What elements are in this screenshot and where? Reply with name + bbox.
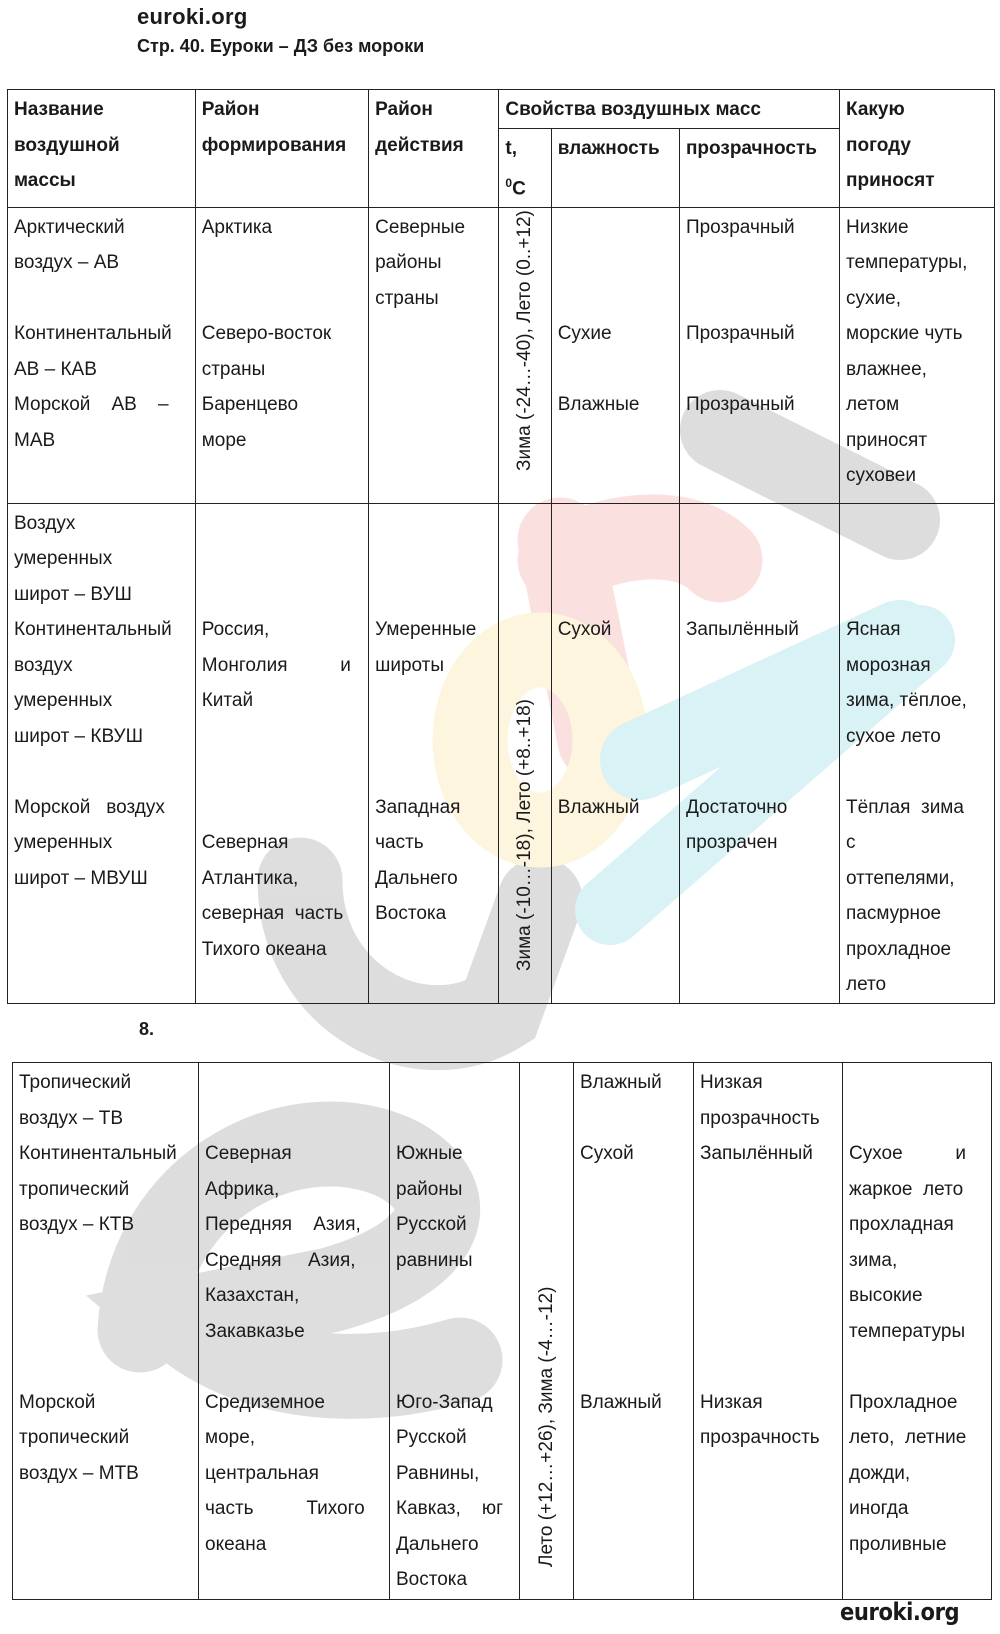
cell-line: прозрачность — [700, 1427, 820, 1448]
cell-line — [205, 1065, 383, 1101]
cell-line: Запылённый — [700, 1143, 813, 1164]
cell-line: морозная — [846, 654, 931, 676]
g1-weather — [840, 207, 995, 503]
cell-line: тропический — [19, 1178, 130, 1200]
cell-line — [375, 577, 492, 613]
cell-line: Северные — [375, 216, 466, 238]
header-properties: Свойства воздушных масс — [499, 90, 840, 129]
cell-line — [202, 245, 362, 281]
cell-line: прозрачность — [700, 1107, 820, 1129]
cell-line — [375, 541, 492, 577]
cell-line: страны — [201, 358, 266, 380]
cell-line: сухие, — [846, 287, 901, 309]
cell-line — [580, 1172, 687, 1208]
g1-temperature: Зима (-24…-40), Лето (0..+12) — [499, 207, 551, 503]
header-temperature: t, $^0$С — [499, 128, 551, 207]
cell-line: Русской — [396, 1427, 467, 1448]
cell-line: Запылённый — [685, 619, 799, 641]
header-weather: Какую погоду приносят — [840, 90, 995, 208]
cell-line: Влажные — [557, 394, 640, 416]
cell-line: пасмурное — [846, 903, 942, 925]
cell-line: воздух — [14, 654, 73, 676]
cell-line — [849, 1101, 985, 1137]
cell-line: Достаточно — [685, 796, 788, 818]
cell-line: Тёплая зима — [846, 796, 964, 818]
cell-line: умеренных — [14, 690, 113, 712]
cell-line — [686, 683, 833, 719]
cell-line: Сухой — [557, 619, 612, 641]
cell-line: зима, — [849, 1249, 898, 1271]
cell-line: Средняя Азия, — [205, 1249, 356, 1271]
cell-line — [202, 577, 362, 613]
tv-transparency — [694, 1063, 843, 1600]
cell-line — [686, 648, 833, 684]
cell-line: прохладная — [849, 1214, 954, 1235]
cell-line: Казахстан, — [205, 1285, 300, 1306]
cell-line: Низкая — [700, 1391, 763, 1413]
cell-line: проливные — [849, 1533, 947, 1555]
cell-line: воздух – АВ — [14, 252, 120, 274]
cell-line: Закавказье — [205, 1320, 305, 1342]
cell-line — [846, 754, 988, 790]
tv-humidity — [574, 1063, 694, 1600]
cell-line — [846, 506, 988, 542]
cell-line — [686, 352, 833, 388]
cell-line: Ясная — [846, 619, 901, 641]
cell-line: море — [201, 429, 247, 451]
cell-line: Влажный — [580, 1072, 662, 1093]
cell-line — [700, 1278, 836, 1314]
cell-line — [849, 1065, 985, 1101]
cell-line: Морской АВ – — [14, 394, 169, 416]
cell-line: Прозрачный — [685, 394, 795, 416]
cell-line — [19, 1243, 192, 1279]
cell-line: широты — [375, 654, 445, 676]
header-humidity: влажность — [551, 128, 679, 207]
cell-line: морские чуть — [846, 323, 963, 345]
cell-line — [686, 245, 833, 281]
cell-line — [202, 790, 362, 826]
cell-line — [558, 281, 673, 317]
site-title: euroki.org — [137, 4, 248, 29]
cell-line — [686, 719, 833, 755]
cell-line — [558, 719, 673, 755]
cell-line: Умеренные — [375, 619, 477, 641]
cell-line: Прохладное — [849, 1391, 958, 1413]
cell-line — [580, 1278, 687, 1314]
cell-line: Континентальный — [19, 1143, 177, 1164]
cell-line: иногда — [849, 1498, 909, 1519]
air-masses-table-2 — [12, 1062, 992, 1600]
cell-line: Арктический — [14, 216, 125, 238]
cell-line: равнины — [396, 1249, 473, 1271]
header-action: Район действия — [369, 90, 499, 208]
cell-line: дожди, — [849, 1462, 911, 1484]
cell-line: суховеи — [846, 465, 916, 487]
cell-line: море, — [205, 1427, 256, 1448]
g2-name — [8, 503, 196, 1003]
cell-line: с — [846, 832, 856, 854]
cell-line: Континентальный — [14, 619, 172, 641]
cell-line — [700, 1349, 836, 1385]
cell-line — [849, 1349, 985, 1385]
tv-temperature: Лето (+12…+26), Зима (-4…-12) — [520, 1063, 574, 1600]
cell-line: Прозрачный — [685, 323, 795, 345]
cell-line — [205, 1349, 383, 1385]
cell-line: Тихого океана — [201, 938, 327, 960]
cell-line — [846, 577, 988, 613]
cell-line — [846, 541, 988, 577]
g2-action — [369, 503, 499, 1003]
cell-line — [202, 541, 362, 577]
cell-line: температуры — [849, 1320, 966, 1342]
cell-line — [686, 506, 833, 542]
cell-line — [700, 1172, 836, 1208]
cell-line: районы — [396, 1178, 463, 1200]
cell-line: зима, тёплое, — [846, 690, 967, 712]
cell-line: Континентальный — [14, 323, 172, 345]
cell-line — [375, 683, 492, 719]
tv-formation — [199, 1063, 390, 1600]
cell-line: жаркое лето — [849, 1178, 964, 1200]
cell-line — [396, 1101, 513, 1137]
cell-line: Россия, — [201, 619, 270, 641]
cell-line: воздух – ТВ — [19, 1107, 124, 1129]
cell-line: Воздух — [14, 512, 76, 534]
cell-line: Прозрачный — [685, 216, 795, 238]
cell-line — [558, 577, 673, 613]
cell-line — [700, 1207, 836, 1243]
cell-line: Средиземное — [205, 1391, 325, 1413]
tv-weather — [843, 1063, 992, 1600]
cell-line: Китай — [201, 690, 254, 712]
cell-line: высокие — [849, 1285, 923, 1306]
g2-formation — [195, 503, 368, 1003]
cell-line — [396, 1278, 513, 1314]
cell-line: часть — [375, 832, 424, 854]
g1-transparency — [679, 207, 839, 503]
cell-line: центральная — [205, 1462, 319, 1484]
cell-line: приносят — [846, 429, 928, 451]
cell-line: широт – МВУШ — [14, 867, 148, 889]
cell-line: Низкие — [846, 216, 909, 238]
cell-line: Тропический — [19, 1072, 132, 1093]
g1-humidity — [551, 207, 679, 503]
cell-line: страны — [375, 287, 439, 309]
cell-line — [375, 754, 492, 790]
cell-line: Монголия и — [201, 654, 351, 676]
cell-line — [580, 1207, 687, 1243]
cell-line — [558, 683, 673, 719]
cell-line — [205, 1101, 383, 1137]
cell-line — [375, 506, 492, 542]
cell-line: прозрачен — [685, 832, 778, 854]
cell-line: МАВ — [14, 429, 56, 451]
cell-line: Русской — [396, 1214, 467, 1235]
cell-line: лето, летние — [849, 1427, 967, 1448]
cell-line: Востока — [396, 1569, 468, 1590]
cell-line — [19, 1349, 192, 1385]
header-formation: Район формирования — [195, 90, 368, 208]
cell-line — [686, 281, 833, 317]
g2-transparency — [679, 503, 839, 1003]
g1-action — [369, 207, 499, 503]
cell-line — [19, 1278, 192, 1314]
cell-line — [686, 754, 833, 790]
cell-line — [558, 648, 673, 684]
cell-line: Дальнего — [396, 1533, 479, 1555]
cell-line — [396, 1349, 513, 1385]
cell-line: районы — [375, 252, 442, 274]
cell-line: Равнины, — [396, 1462, 480, 1484]
g1-formation — [195, 207, 368, 503]
cell-line — [396, 1314, 513, 1350]
g2-weather — [840, 503, 995, 1003]
cell-line — [202, 506, 362, 542]
cell-line: Арктика — [201, 216, 273, 238]
cell-line: Северо-восток — [201, 323, 332, 345]
cell-line — [686, 577, 833, 613]
cell-line: широт – ВУШ — [14, 583, 132, 605]
cell-line: Западная — [375, 796, 461, 818]
cell-line: Северная — [205, 1143, 292, 1164]
cell-line — [202, 719, 362, 755]
cell-line: АВ – КАВ — [14, 358, 97, 380]
cell-line: Сухое и — [849, 1143, 967, 1164]
cell-line: океана — [205, 1533, 267, 1555]
cell-line: Баренцево — [201, 394, 299, 416]
cell-line: умеренных — [14, 832, 113, 854]
cell-line: Южные — [396, 1143, 463, 1164]
cell-line — [558, 506, 673, 542]
cell-line — [375, 719, 492, 755]
cell-line — [580, 1349, 687, 1385]
cell-line — [14, 281, 189, 317]
cell-line — [558, 245, 673, 281]
cell-line: Юго-Запад — [396, 1391, 493, 1413]
footer-logo: euroki.org — [840, 1598, 960, 1626]
cell-line — [580, 1101, 687, 1137]
cell-line — [19, 1314, 192, 1350]
cell-line: Низкая — [700, 1072, 763, 1093]
cell-line: умеренных — [14, 548, 113, 570]
cell-line — [202, 281, 362, 317]
cell-line: Дальнего — [375, 867, 458, 889]
cell-line: оттепелями, — [846, 867, 955, 889]
cell-line: тропический — [19, 1427, 130, 1448]
cell-line — [580, 1314, 687, 1350]
g2-temperature: Зима (-10…-18), Лето (+8..+18) — [499, 503, 551, 1003]
cell-line: Востока — [375, 903, 447, 925]
cell-line — [558, 754, 673, 790]
cell-line: Сухие — [557, 323, 612, 345]
cell-line: Морской воздух — [14, 796, 165, 818]
g1-name — [8, 207, 196, 503]
cell-line — [14, 754, 189, 790]
cell-line — [396, 1065, 513, 1101]
cell-line: летом — [846, 394, 900, 416]
header-transparency: прозрачность — [679, 128, 839, 207]
cell-line: лето — [846, 974, 887, 996]
cell-line: прохладное — [846, 938, 952, 960]
cell-line: Морской — [19, 1391, 96, 1413]
cell-line: северная часть — [201, 903, 344, 925]
cell-line — [202, 754, 362, 790]
tv-name — [13, 1063, 199, 1600]
cell-line — [686, 541, 833, 577]
cell-line — [558, 352, 673, 388]
cell-line — [558, 541, 673, 577]
cell-line: Влажный — [580, 1391, 662, 1413]
cell-line: Кавказ, юг — [396, 1498, 504, 1519]
g2-humidity — [551, 503, 679, 1003]
page-subtitle: Стр. 40. Еуроки – ДЗ без мороки — [137, 36, 425, 56]
cell-line: Сухой — [580, 1143, 634, 1164]
header-name: Название воздушной массы — [8, 90, 196, 208]
section-number: 8. — [139, 1019, 155, 1039]
cell-line: воздух – КТВ — [19, 1214, 135, 1235]
cell-line: Влажный — [557, 796, 640, 818]
cell-line — [700, 1243, 836, 1279]
tv-action — [390, 1063, 520, 1600]
cell-line: влажнее, — [846, 358, 927, 380]
cell-line: Северная — [201, 832, 289, 854]
cell-line: Атлантика, — [201, 867, 299, 889]
cell-line: широт – КВУШ — [14, 725, 143, 747]
cell-line: сухое лето — [846, 725, 941, 747]
cell-line: Африка, — [205, 1178, 280, 1200]
cell-line: температуры, — [846, 252, 968, 274]
cell-line: часть Тихого — [205, 1498, 365, 1519]
cell-line — [580, 1243, 687, 1279]
air-masses-table-1 — [7, 89, 995, 1004]
cell-line: воздух – МТВ — [19, 1462, 139, 1484]
cell-line — [700, 1314, 836, 1350]
cell-line: Передняя Азия, — [205, 1214, 361, 1235]
cell-line — [558, 210, 673, 246]
